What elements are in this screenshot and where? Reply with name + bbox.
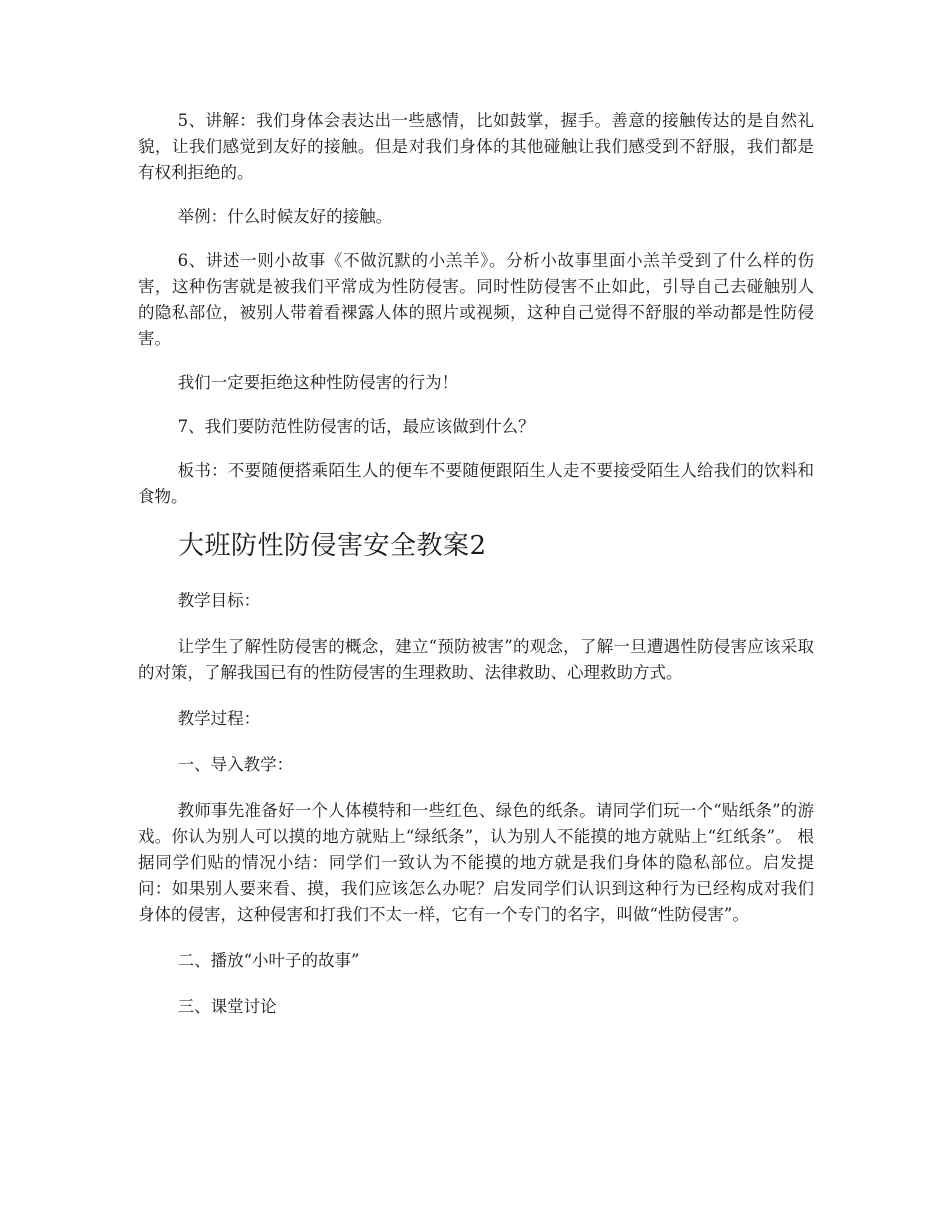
- paragraph-step-2: 二、播放“小叶子的故事”: [177, 951, 360, 970]
- paragraph-refuse: 我们一定要拒绝这种性防侵害的行为！: [177, 373, 459, 392]
- paragraph-question-7: 7、我们要防范性防侵害的话，最应该做到什么？: [177, 417, 535, 436]
- section-heading: 大班防性防侵害安全教案2: [178, 531, 487, 561]
- paragraph-explanation-5: 5、讲解：我们身体会表达出一些感情，比如鼓掌，握手。善意的接触传达的是自然礼貌，让我们感觉到友好的接触。但是对我们身体的其他碰触让我们感受到不舒服，我们都是有权利拒绝的。: [138, 111, 814, 182]
- document-page: [138, 108, 814, 1020]
- paragraph-teaching-goal-label: 教学目标：: [177, 591, 261, 610]
- paragraph-example: 举例：什么时候友好的接触。: [177, 207, 393, 226]
- paragraph-blackboard: 板书：不要随便搭乘陌生人的便车不要随便跟陌生人走不要接受陌生人给我们的饮料和食物。: [138, 461, 814, 506]
- paragraph-step-3: 三、课堂讨论: [177, 997, 277, 1016]
- paragraph-step-1-label: 一、导入教学：: [177, 755, 294, 774]
- paragraph-teaching-process-label: 教学过程：: [177, 709, 261, 728]
- paragraph-story-6: 6、讲述一则小故事《不做沉默的小羔羊》。分析小故事里面小羔羊受到了什么样的伤害，这种伤害就是被我们平常成为性防侵害。同时性防侵害不止如此，引导自己去碰触别人的隐私部位，被别人带着看裸露人体的照片或视频，这种自己觉得不舒服的举动都是性防侵害。: [138, 251, 814, 348]
- paragraph-step-1-content: 教师事先准备好一个人体模特和一些红色、绿色的纸条。请同学们玩一个“贴纸条”的游戏。你认为别人可以摸的地方就贴上“绿纸条”，认为别人不能摸的地方就贴上“红纸条”。 根据同学们贴的情况小结：同学们一致认为不能摸的地方就是我们身体的隐私部位。启发提问：如果别人要来看、摸，我们应该怎么办呢？启发同学们认识到这种行为已经构成对我们身体的侵害，这种侵害和打我们不太一样，它有一个专门的名字，叫做“性防侵害”。: [138, 801, 814, 924]
- paragraph-teaching-goal: 让学生了解性防侵害的概念，建立“预防被害”的观念，了解一旦遭遇性防侵害应该采取的对策，了解我国已有的性防侵害的生理救助、法律救助、心理救助方式。: [138, 637, 814, 682]
